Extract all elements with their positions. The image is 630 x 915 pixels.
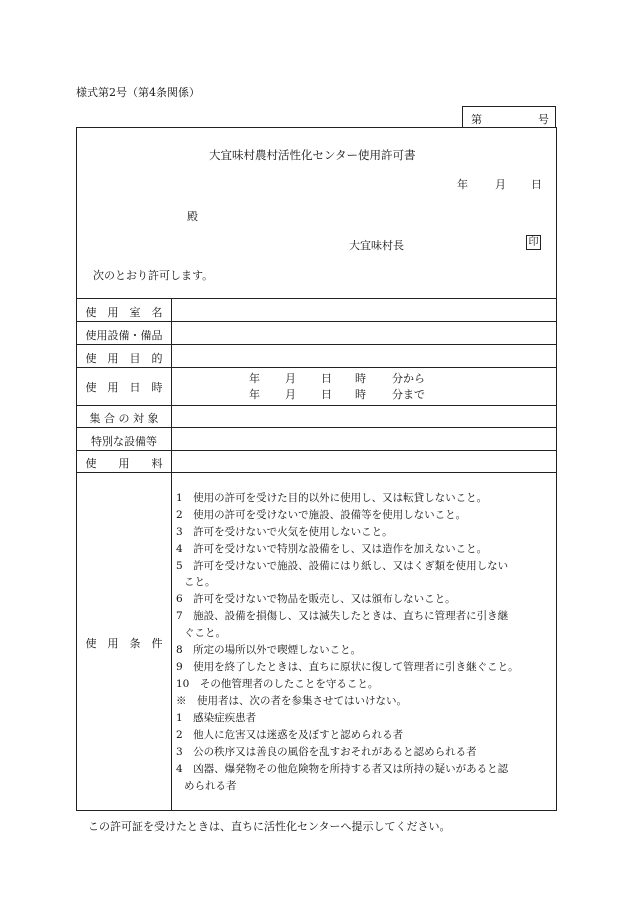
condition-line: 8 所定の場所以外で喫煙しないこと。	[176, 644, 362, 656]
intro-text: 次のとおり許可します。	[93, 269, 214, 282]
condition-line: 4 許可を受けないで特別な設備をし、又は造作を加えないこと。	[176, 543, 488, 555]
label-purpose: 使 用 目 的	[85, 352, 163, 365]
condition-line: 2 他人に危害又は迷惑を及ぼすと認められる者	[176, 729, 404, 741]
condition-line: ぐこと。	[184, 627, 226, 639]
dt-from-year: 年	[249, 372, 260, 385]
form-number-label: 様式第2号（第4条関係）	[76, 86, 200, 99]
divider	[77, 298, 556, 299]
condition-line: 7 施設、設備を損傷し、又は滅失したときは、直ちに管理者に引き継	[176, 610, 509, 622]
dt-from-month: 月	[285, 372, 296, 385]
date-month: 月	[495, 178, 506, 191]
number-dai: 第	[471, 113, 482, 126]
condition-line: 2 使用の許可を受けないで施設、設備等を使用しないこと。	[176, 509, 467, 521]
label-special-equipment: 特別な設備等	[91, 435, 157, 448]
dt-to-year: 年	[249, 388, 260, 401]
condition-line: こと。	[184, 576, 216, 588]
divider	[77, 472, 556, 473]
divider	[77, 321, 556, 322]
permit-form	[76, 127, 557, 811]
label-datetime: 使 用 日 時	[85, 381, 163, 394]
label-fee: 使 用 料	[85, 457, 163, 470]
label-audience: 集 合 の 対 象	[89, 412, 159, 425]
dt-to-day: 日	[321, 388, 332, 401]
dt-from-hour: 時	[355, 372, 366, 385]
divider	[77, 427, 556, 428]
label-equipment: 使用設備・備品	[85, 329, 163, 342]
condition-line: 1 使用の許可を受けた目的以外に使用し、又は転貸しないこと。	[176, 492, 488, 504]
date-year: 年	[457, 178, 468, 191]
dt-from-minute: 分から	[392, 372, 425, 385]
condition-line: ※ 使用者は、次の者を参集させてはいけない。	[176, 695, 407, 707]
dt-from-day: 日	[321, 372, 332, 385]
footer-note: この許可証を受けたときは、直ちに活性化センターへ提示してください。	[88, 820, 451, 833]
divider	[77, 367, 556, 368]
number-go: 号	[538, 113, 549, 126]
date-day: 日	[531, 178, 542, 191]
addressee-suffix: 殿	[187, 210, 198, 223]
condition-line: められる者	[184, 780, 237, 792]
condition-line: 3 公の秩序又は善良の風俗を乱すおそれがあると認められる者	[176, 746, 477, 758]
label-conditions: 使 用 条 件	[85, 637, 163, 650]
seal-mark: 印	[526, 235, 541, 250]
column-divider	[171, 298, 172, 810]
permit-number-box	[462, 106, 556, 127]
dt-to-minute: 分まで	[392, 388, 425, 401]
document-title: 大宜味村農村活性化センター使用許可書	[209, 148, 416, 162]
condition-line: 3 許可を受けないで火気を使用しないこと。	[176, 526, 393, 538]
condition-line: 6 許可を受けないで物品を販売し、又は頒布しないこと。	[176, 593, 456, 605]
issuer-name: 大宜味村長	[349, 239, 404, 252]
dt-to-month: 月	[285, 388, 296, 401]
condition-line: 4 凶器、爆発物その他危険物を所持する者又は所持の疑いがあると認	[176, 763, 509, 775]
dt-to-hour: 時	[355, 388, 366, 401]
condition-line: 10 その他管理者のしたことを守ること。	[176, 678, 379, 690]
divider	[77, 405, 556, 406]
condition-line: 1 感染症疾患者	[176, 712, 257, 724]
condition-line: 5 許可を受けないで施設、設備にはり紙し、又はくぎ類を使用しない	[176, 560, 509, 572]
divider	[77, 344, 556, 345]
condition-line: 9 使用を終了したときは、直ちに原状に復して管理者に引き継ぐこと。	[176, 661, 519, 673]
label-room: 使 用 室 名	[85, 306, 163, 319]
divider	[77, 450, 556, 451]
